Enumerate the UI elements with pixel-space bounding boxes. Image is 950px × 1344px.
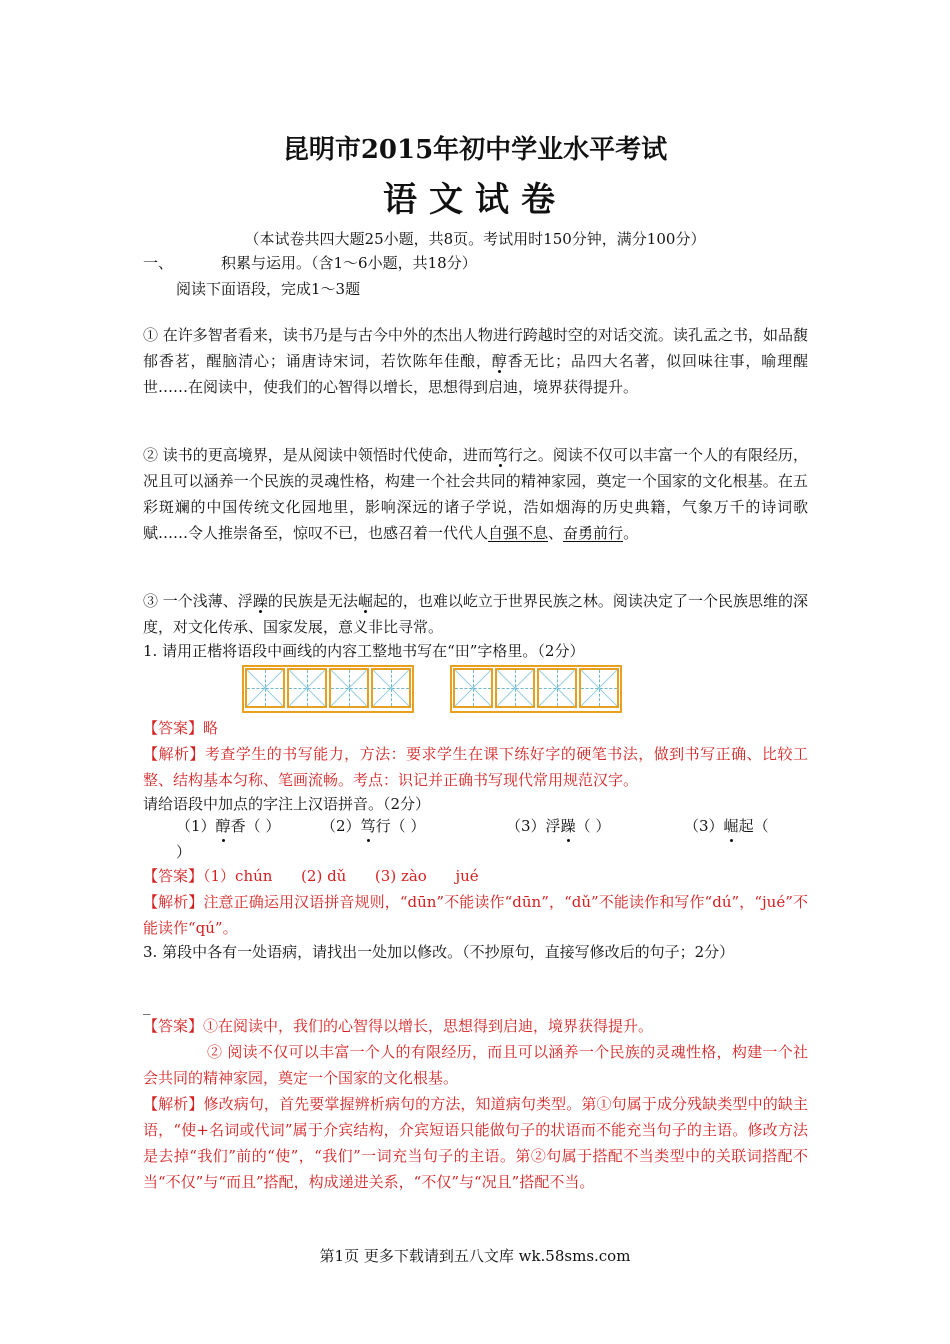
q1-analysis bbox=[143, 741, 808, 793]
q2-items bbox=[176, 813, 816, 839]
p2-dotted-char: 笃 bbox=[492, 446, 508, 464]
answer-tag: 【答案】 bbox=[143, 867, 204, 885]
reading-instruction: 阅读下面语段，完成1～3题 bbox=[176, 280, 361, 298]
p3-dotted-char-1: 躁 bbox=[252, 592, 268, 610]
analysis-tag: 【解析】 bbox=[143, 1095, 204, 1113]
passage-paragraph-1 bbox=[143, 322, 808, 400]
p3-text-c: 起的，也难以屹立于世界民族之林。阅读决定了一个民族思维的深度，对文化传承、国家发展，意义非比寻常。 bbox=[143, 592, 808, 636]
analysis-text: 考查学生的书写能力，方法：要求学生在课下练好字的硬笔书法，做到书写正确、比较工整、结构基本匀称、笔画流畅。考点：识记并正确书写现代常用规范汉字。 bbox=[143, 745, 808, 789]
q3-answer-2: ② 阅读不仅可以丰富一个人的有限经历，而且可以涵养一个民族的灵魂性格，构建一个社会共同的精神家园，奠定一个国家的文化根基。 bbox=[143, 1043, 808, 1087]
q1-answer bbox=[143, 715, 808, 741]
p1-text-a: ① 在许多智者看来，读书乃是与古今中外的杰出人物进行跨越时空的对话交流。读孔孟之书，如品馥郁香茗，醒脑清心；诵唐诗宋词，若饮陈年佳酿， bbox=[143, 326, 808, 370]
tian-grid-group-2[interactable] bbox=[450, 665, 622, 713]
page-footer: 第1页 更多下载请到五八文库 wk.58sms.com bbox=[319, 1247, 631, 1265]
analysis-tag: 【解析】 bbox=[143, 893, 204, 911]
q2-item-1: （1）醇香（ ） bbox=[176, 813, 321, 839]
answer-tag: 【答案】 bbox=[143, 1017, 204, 1035]
p2-underlined-2: 奋勇前行 bbox=[563, 524, 624, 542]
p3-dotted-char-2: 崛 bbox=[357, 592, 373, 610]
analysis-text: 注意正确运用汉语拼音规则，“dūn”不能读作“dūn”，“dǔ”不能读作和写作“dú”，“jué”不能读作“qú”。 bbox=[143, 893, 808, 937]
tian-grid-cell[interactable] bbox=[453, 668, 493, 708]
tian-grid-group-1[interactable] bbox=[242, 665, 414, 713]
q2-analysis bbox=[143, 889, 808, 941]
section-number: 一、 bbox=[143, 254, 174, 272]
p3-text-b: 的民族是无法 bbox=[267, 592, 358, 610]
p3-text-a: ③ 一个浅薄、浮 bbox=[143, 592, 253, 610]
analysis-tag: 【解析】 bbox=[143, 745, 205, 763]
passage-paragraph-3 bbox=[143, 588, 808, 640]
tian-grid-cell[interactable] bbox=[579, 668, 619, 708]
q3-answer-1 bbox=[143, 1013, 808, 1039]
p2-sep: 、 bbox=[548, 524, 564, 542]
exam-subject-title: 语文试卷 bbox=[383, 180, 567, 220]
p2-text-b: 行之。阅读不仅可以丰富一个人的有限经历，况且可以涵养一个民族的灵魂性格，构建一个社会共同的精神家园，奠定一个国家的文化根基。在五彩斑斓的中国传统文化园地里，影响深远的诸子学说，浩如烟海的历史典籍，气象万千的诗词歌赋……令人推崇备至，惊叹不已，也感召着一代代人 bbox=[143, 446, 808, 542]
tian-grid-cell[interactable] bbox=[537, 668, 577, 708]
q2-answer bbox=[143, 863, 808, 889]
q2-item-2: （2）笃行（ ） bbox=[321, 813, 506, 839]
tian-grid-cell[interactable] bbox=[371, 668, 411, 708]
tian-grid-cell[interactable] bbox=[245, 668, 285, 708]
q2-item-4: （3）崛起（ bbox=[684, 813, 769, 839]
p2-text-a: ② 读书的更高境界，是从阅读中领悟时代使命，进而 bbox=[143, 446, 493, 464]
question-1: 1. 请用正楷将语段中画线的内容工整地书写在“田”字格里。（2分） bbox=[143, 642, 585, 660]
p2-end: 。 bbox=[623, 524, 639, 542]
passage-paragraph-2 bbox=[143, 442, 808, 546]
exam-note: （本试卷共四大题25小题，共8页。考试用时150分钟，满分100分） bbox=[244, 230, 706, 248]
answer-text-1: ①在阅读中，我们的心智得以增长，思想得到启迪，境界获得提升。 bbox=[203, 1017, 654, 1035]
q2-item-3: （3）浮躁（ ） bbox=[506, 813, 684, 839]
section-title: 积累与运用。（含1～6小题，共18分） bbox=[221, 254, 477, 272]
p2-underlined-1: 自强不息 bbox=[488, 524, 549, 542]
analysis-text: 修改病句，首先要掌握辨析病句的方法，知道病句类型。第①句属于成分残缺类型中的缺主语，“使+名词或代词”属于介宾结构，介宾短语只能做句子的状语而不能充当句子的主语。修改方法是去掉“我们”前的“使”，“我们”一词充当句子的主语。第②句属于搭配不当类型中的关联词搭配不当“不仅”与“而且”搭配，构成递进关系，“不仅”与“况且”搭配不当。 bbox=[143, 1095, 808, 1191]
q3-blank: _ bbox=[143, 997, 151, 1015]
q3-analysis bbox=[143, 1091, 808, 1195]
section-heading bbox=[143, 250, 808, 276]
p1-dotted-char: 醇 bbox=[491, 352, 508, 370]
question-3: 3. 第段中各有一处语病，请找出一处加以修改。（不抄原句，直接写修改后的句子；2分） bbox=[143, 943, 735, 961]
tian-grid-cell[interactable] bbox=[329, 668, 369, 708]
answer-text: （1）chún (2) dǔ (3) zào jué bbox=[203, 867, 479, 885]
q2-tail: ） bbox=[176, 843, 192, 861]
tian-grid-cell[interactable] bbox=[495, 668, 535, 708]
question-2: 请给语段中加点的字注上汉语拼音。（2分） bbox=[143, 795, 431, 813]
exam-title: 昆明市2015年初中学业水平考试 bbox=[282, 135, 668, 165]
answer-text: 略 bbox=[203, 719, 219, 737]
tian-grid-cell[interactable] bbox=[287, 668, 327, 708]
answer-tag: 【答案】 bbox=[143, 719, 204, 737]
p1-text-b: 香无比；品四大名著，似回味往事，喻理醒世……在阅读中，使我们的心智得以增长，思想得到启迪，境界获得提升。 bbox=[143, 352, 808, 396]
